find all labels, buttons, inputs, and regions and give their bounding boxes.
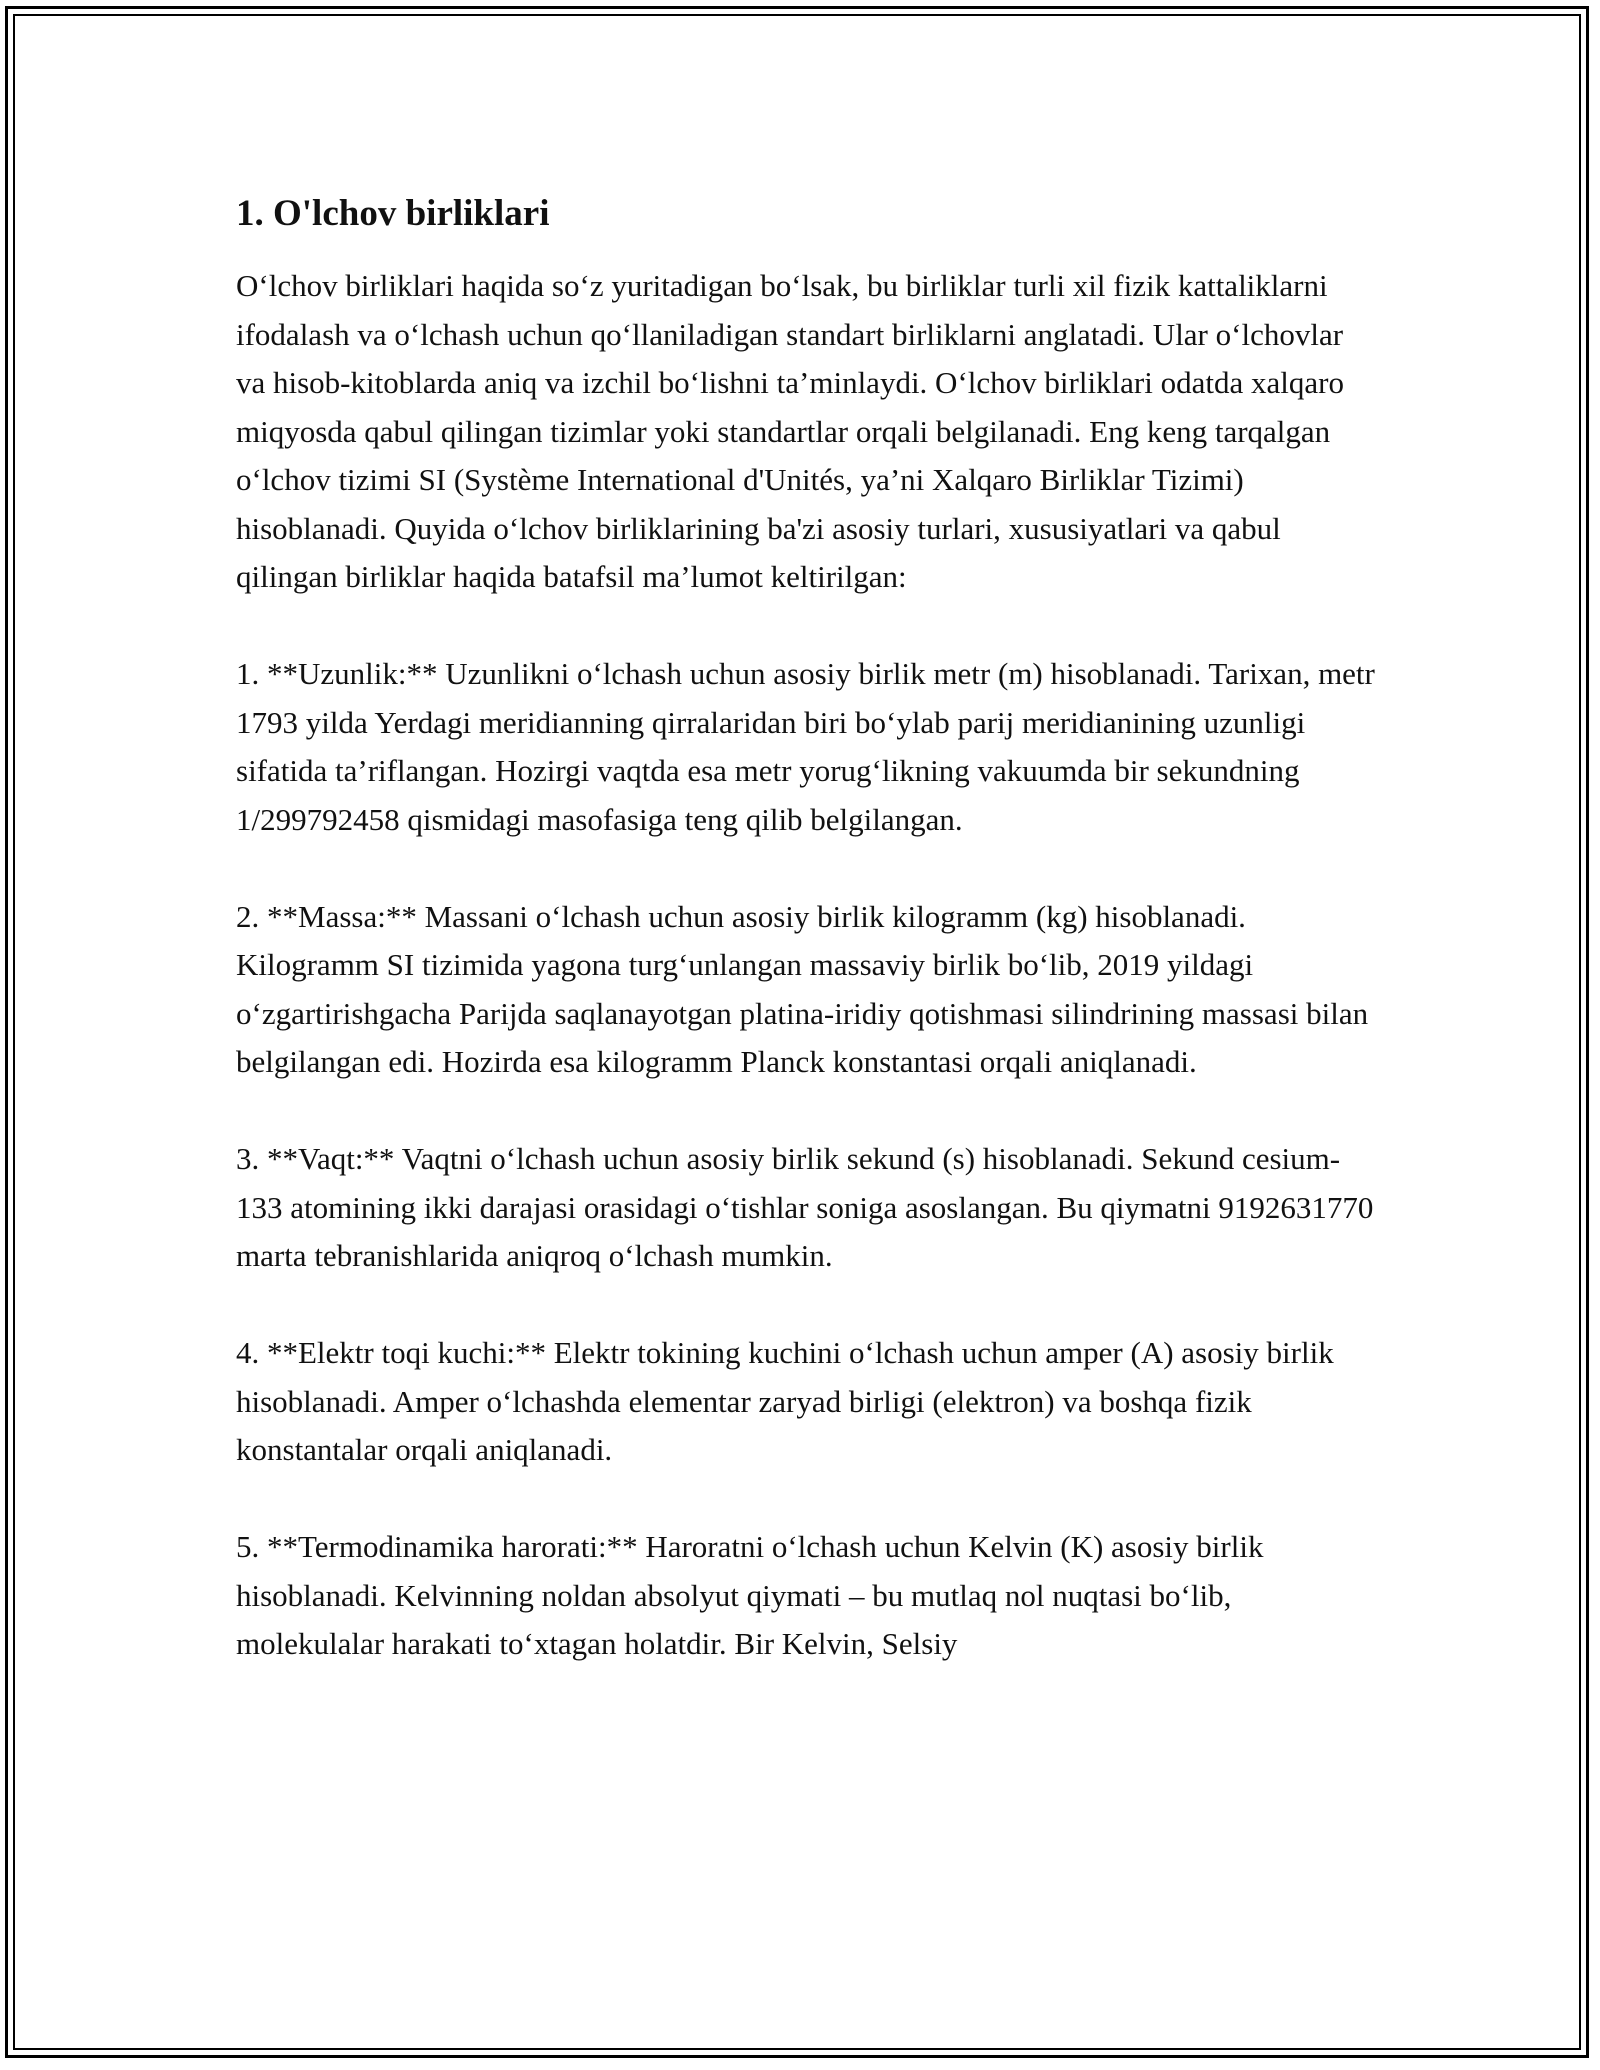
paragraph-time: 3. **Vaqt:** Vaqtni o‘lchash uchun asosiy birlik sekund (s) hisoblanadi. Sekund cesium-133 atomining ikki darajasi orasidagi o‘tishlar soniga asoslangan. Bu qiymatni 9192631770 marta tebranishlarida aniqroq o‘lchash mumkin. xyxy=(236,1141,1374,1273)
paragraph-length: 1. **Uzunlik:** Uzunlikni o‘lchash uchun asosiy birlik metr (m) hisoblanadi. Tarixan, metr 1793 yilda Yerdagi meridianning qirralaridan biri bo‘ylab parij meridianining uzunligi sifatida ta’riflangan. Hozirgi vaqtda esa metr yorug‘likning vakuumda bir sekundning 1/299792458 qismidagi masofasiga teng qilib belgilangan. xyxy=(236,656,1375,837)
section-heading: 1. O'lchov birliklari xyxy=(236,193,550,234)
intro-paragraph: O‘lchov birliklari haqida so‘z yuritadigan bo‘lsak, bu birliklar turli xil fizik kattaliklarni ifodalash va o‘lchash uchun qo‘llaniladigan standart birliklarni anglatadi. Ular o‘lchovlar va hisob-kitoblarda aniq va izchil bo‘lishni ta’minlaydi. O‘lchov birliklari odatda xalqaro miqyosda qabul qilingan tizimlar yoki standartlar orqali belgilanadi. Eng keng tarqalgan o‘lchov tizimi SI (Système International d'Unités, ya’ni Xalqaro Birliklar Tizimi) hisoblanadi. Quyida o‘lchov birliklarining ba'zi asosiy turlari, xususiyatlari va qabul qilingan birliklar haqida batafsil ma’lumot keltirilgan: xyxy=(236,268,1344,594)
document-body xyxy=(236,188,1376,1669)
paragraph-mass: 2. **Massa:** Massani o‘lchash uchun asosiy birlik kilogramm (kg) hisoblanadi. Kilogramm SI tizimida yagona turg‘unlangan massaviy birlik bo‘lib, 2019 yildagi o‘zgartirishgacha Parijda saqlanayotgan platina-iridiy qotishmasi silindrining massasi bilan belgilangan edi. Hozirda esa kilogramm Planck konstantasi orqali aniqlanadi. xyxy=(236,898,1369,1079)
paragraph-electric-current: 4. **Elektr toqi kuchi:** Elektr tokining kuchini o‘lchash uchun amper (A) asosiy birlik hisoblanadi. Amper o‘lchashda elementar zaryad birligi (elektron) va boshqa fizik konstantalar orqali aniqlanadi. xyxy=(236,1335,1334,1467)
paragraph-temperature: 5. **Termodinamika harorati:** Haroratni o‘lchash uchun Kelvin (K) asosiy birlik hisoblanadi. Kelvinning noldan absolyut qiymati – bu mutlaq nol nuqtasi bo‘lib, molekulalar harakati to‘xtagan holatdir. Bir Kelvin, Selsiy xyxy=(236,1529,1264,1661)
